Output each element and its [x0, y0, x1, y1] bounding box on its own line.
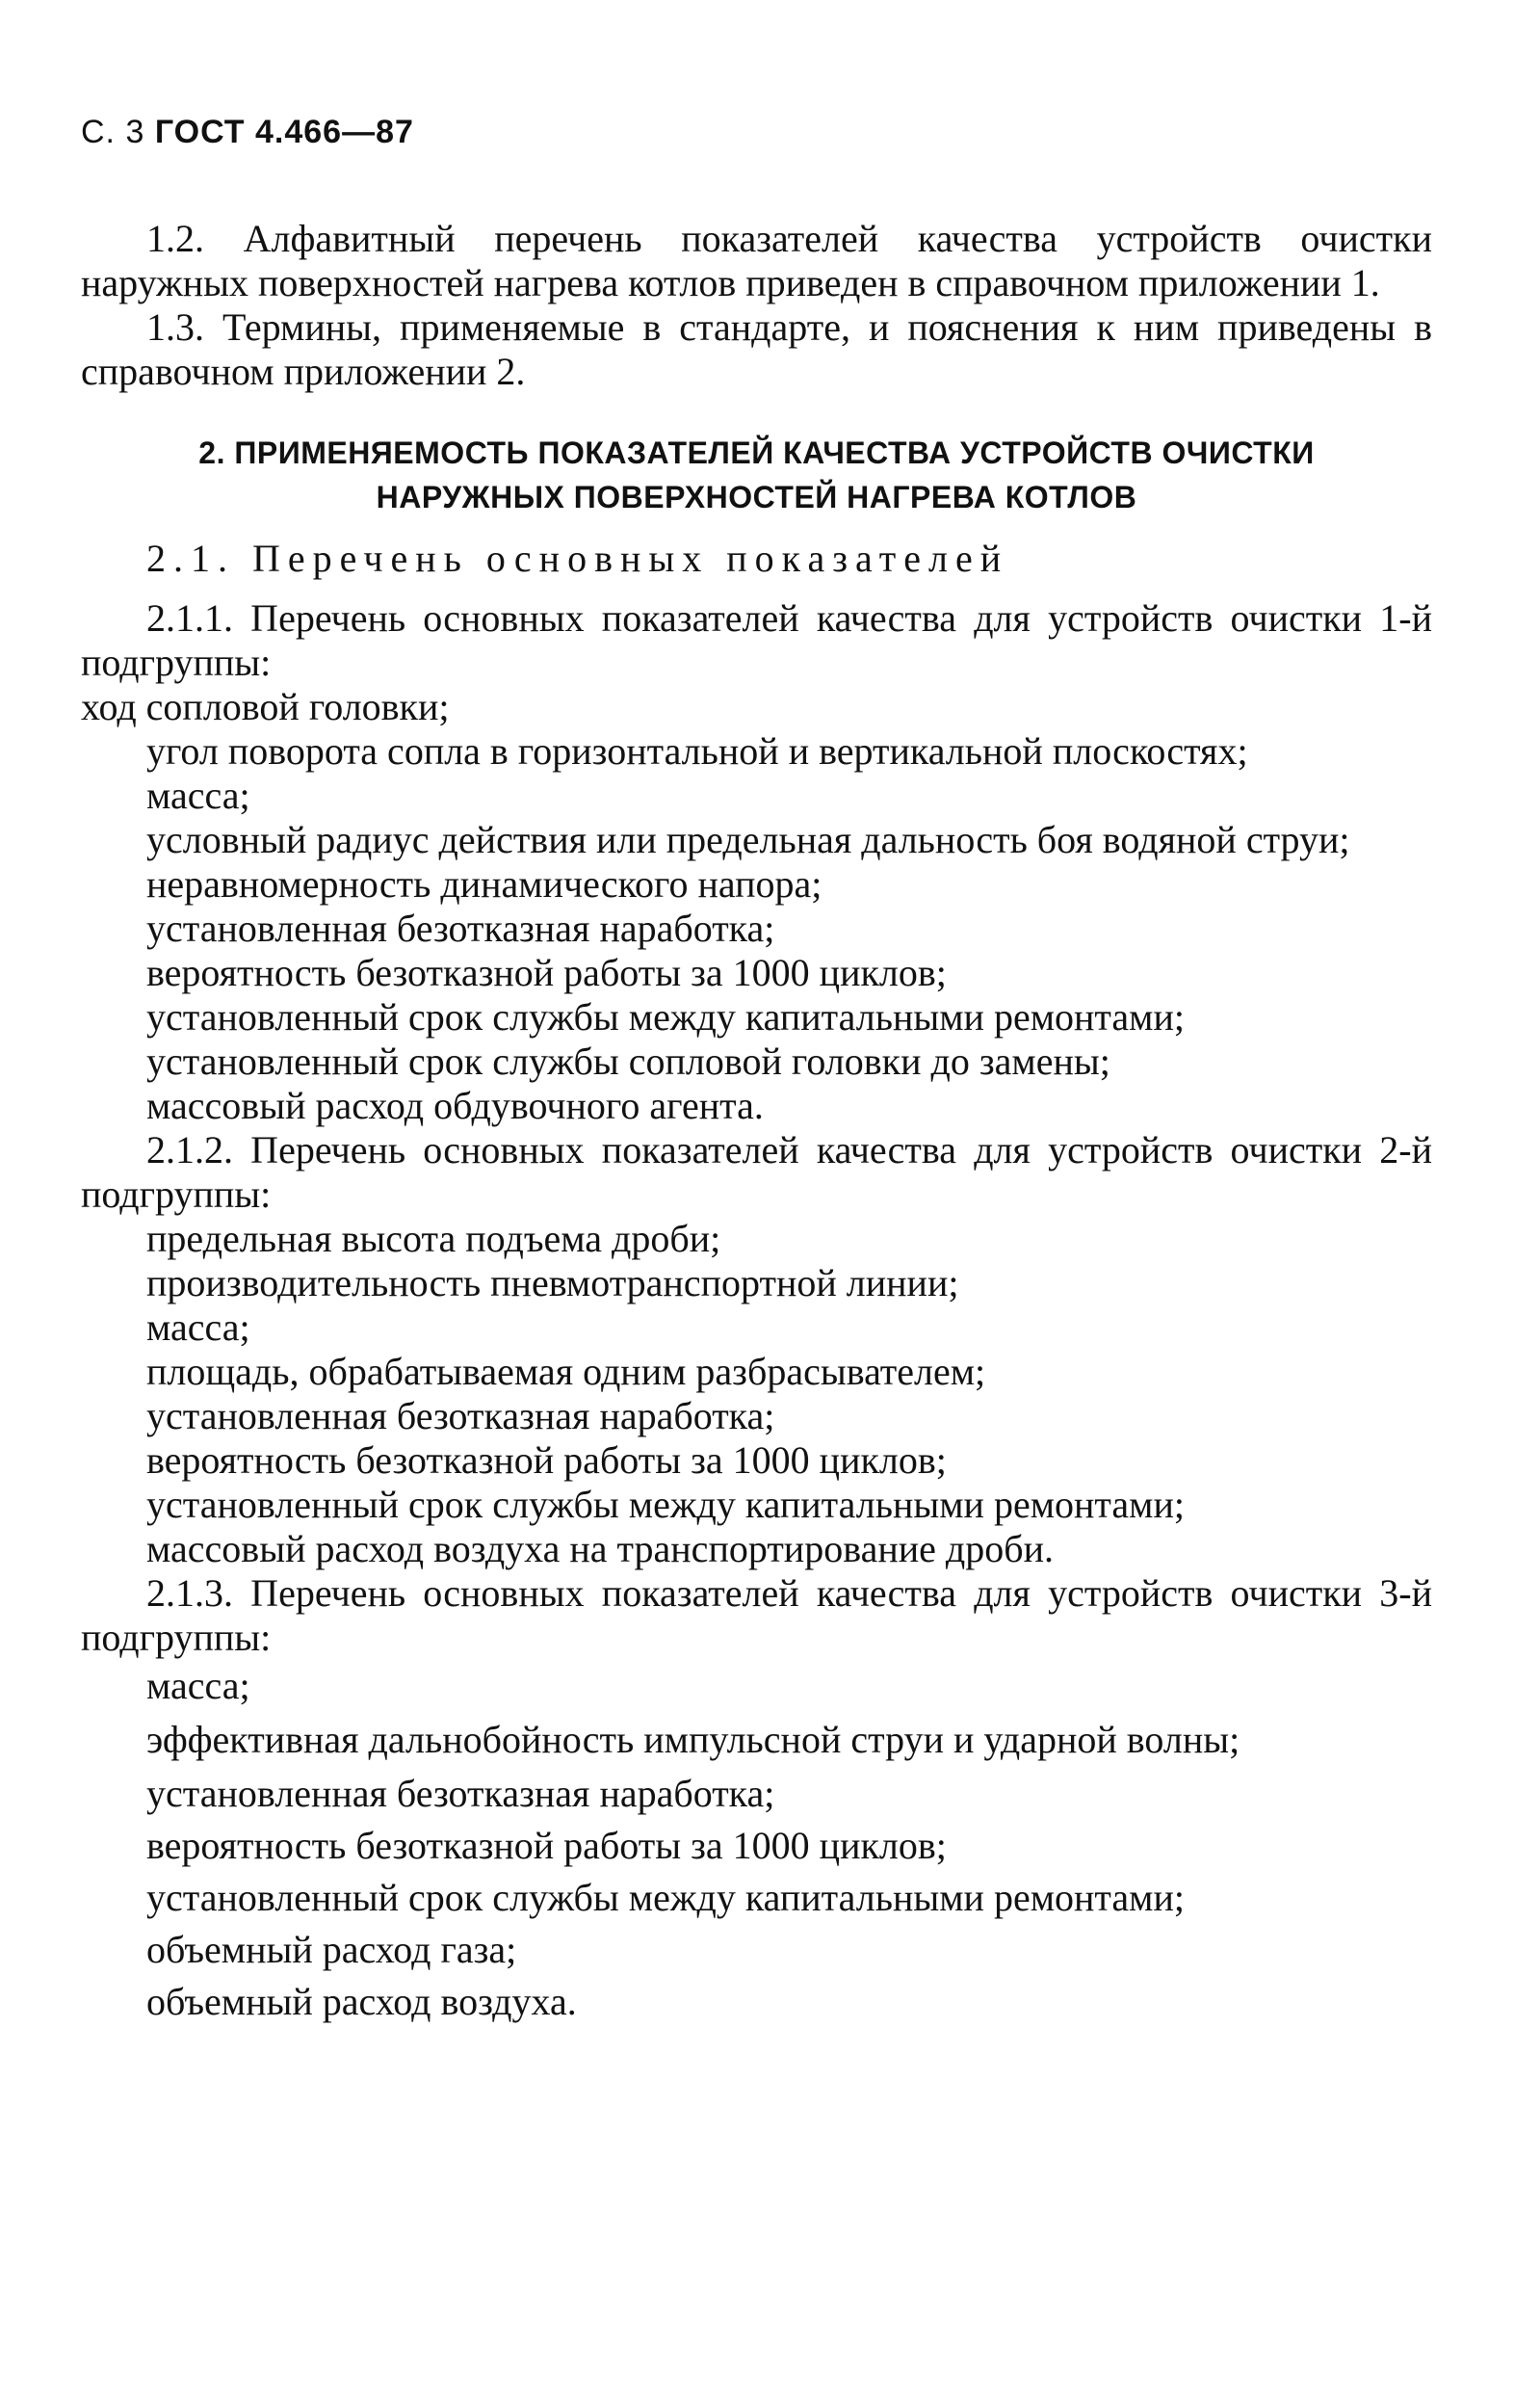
subsection-title: 2.1. Перечень основных показателей: [146, 537, 1009, 580]
standard-number: ГОСТ 4.466—87: [154, 114, 414, 150]
list-item: неравномерность динамического напора;: [146, 862, 822, 906]
group-2-heading: 2.1.2. Перечень основных показателей качества для устройств очистки 2-й подгруппы:: [81, 1128, 1432, 1216]
list-item: угол поворота сопла в горизонтальной и вертикальной плоскостях;: [146, 729, 1248, 773]
list-item: вероятность безотказной работы за 1000 циклов;: [146, 1438, 947, 1482]
paragraph-1-2: 1.2. Алфавитный перечень показателей качества устройств очистки наружных поверхностей нагрева котлов приведен в справочном приложении 1.: [81, 217, 1432, 304]
list-item: эффективная дальнобойность импульсной струи и ударной волны;: [146, 1718, 1240, 1761]
list-item: установленный срок службы между капитальными ремонтами;: [146, 1483, 1185, 1526]
section-title-line-2: НАРУЖНЫХ ПОВЕРХНОСТЕЙ НАГРЕВА КОТЛОВ: [376, 480, 1137, 514]
group-1-heading: 2.1.1. Перечень основных показателей качества для устройств очистки 1-й подгруппы:: [81, 596, 1432, 684]
section-title: [81, 431, 1432, 519]
list-item: масса;: [146, 1305, 250, 1349]
list-item: предельная высота подъема дроби;: [146, 1217, 721, 1260]
section-title-line-1: 2. ПРИМЕНЯЕМОСТЬ ПОКАЗАТЕЛЕЙ КАЧЕСТВА УСТРОЙСТВ ОЧИСТКИ: [198, 435, 1315, 470]
list-item: вероятность безотказной работы за 1000 циклов;: [146, 1824, 947, 1867]
list-item: установленная безотказная наработка;: [146, 907, 775, 950]
list-item: условный радиус действия или предельная дальность боя водяной струи;: [146, 818, 1350, 861]
group-3: [81, 1571, 1432, 2028]
list-item: масса;: [146, 1664, 250, 1707]
list-item: массовый расход обдувочного агента.: [146, 1084, 764, 1127]
page-header: [81, 114, 1432, 151]
list-item: объемный расход воздуха.: [146, 1980, 577, 2023]
list-item: масса;: [146, 774, 250, 817]
list-item: ход сопловой головки;: [81, 685, 450, 728]
list-item: площадь, обрабатываемая одним разбрасывателем;: [146, 1350, 986, 1393]
list-item: вероятность безотказной работы за 1000 циклов;: [146, 951, 947, 994]
group-3-heading: 2.1.3. Перечень основных показателей качества для устройств очистки 3-й подгруппы:: [81, 1571, 1432, 1659]
list-item: производительность пневмотранспортной линии;: [146, 1261, 959, 1304]
list-item: установленный срок службы между капитальными ремонтами;: [146, 1876, 1185, 1919]
list-item: массовый расход воздуха на транспортирование дроби.: [146, 1527, 1054, 1570]
list-item: установленная безотказная наработка;: [146, 1772, 775, 1815]
list-item: установленный срок службы между капитальными ремонтами;: [146, 995, 1185, 1039]
list-item: объемный расход газа;: [146, 1928, 517, 1971]
paragraph-1-3: 1.3. Термины, применяемые в стандарте, и пояснения к ним приведены в справочном приложении 2.: [81, 305, 1432, 393]
list-item: установленная безотказная наработка;: [146, 1394, 775, 1437]
page-number: С. 3: [81, 114, 145, 150]
list-item: установленный срок службы сопловой головки до замены;: [146, 1040, 1110, 1083]
